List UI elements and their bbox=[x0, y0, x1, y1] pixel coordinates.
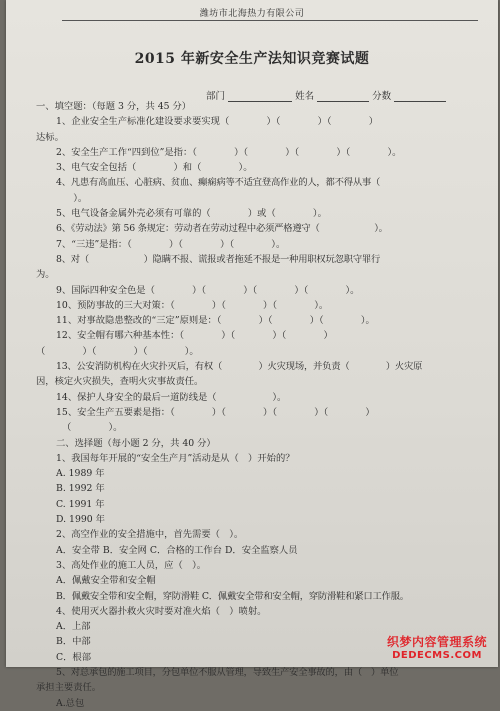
question-line: 3、高处作业的施工人员，应（ ）。 bbox=[56, 559, 207, 571]
question-line: 5、对总承包的施工项目，分包单位不服从管理，导致生产安全事故的，由（ ）单位 bbox=[56, 666, 399, 678]
question-line: （ ）。 bbox=[62, 422, 123, 434]
question-line: 7、“三违”是指：（ ）（ ）（ ）。 bbox=[56, 238, 286, 250]
question-line: 6、《劳动法》第 56 条规定：劳动者在劳动过程中必须严格遵守（ ）。 bbox=[56, 223, 388, 235]
question-line: 承担主要责任。 bbox=[36, 682, 102, 694]
question-line: 12、安全帽有哪六种基本性：（ ）（ ）（ ） bbox=[56, 330, 333, 342]
section-heading-fill: 一、填空题：（每题 3 分，共 45 分） bbox=[36, 101, 192, 112]
page-title: 2015 年新安全生产法知识竞赛试题 bbox=[134, 51, 370, 67]
question-line: 3、电气安全包括（ ）和（ ）。 bbox=[56, 162, 253, 174]
question-line: 2、高空作业的安全措施中，首先需要（ ）。 bbox=[56, 529, 244, 541]
answer-option: B．佩戴安全带和安全帽，穿防滑鞋 C．佩戴安全带和安全帽，穿防滑鞋和紧口工作服。 bbox=[56, 590, 409, 602]
question-line: 4、凡患有高血压、心脏病、贫血、癫痫病等不适宜登高作业的人，都不得从事（ bbox=[56, 177, 399, 189]
question-line: 8、对（ ）隐瞒不报、谎报或者拖延不报是一种用职权玩忽职守罪行 bbox=[56, 253, 381, 265]
question-line: 因，核定火灾损失，查明火灾事故责任。 bbox=[36, 376, 204, 388]
score-label: 分数 bbox=[372, 91, 392, 102]
question-line: 5、电气设备金属外壳必须有可靠的（ ）或（ ）。 bbox=[56, 208, 327, 220]
question-line: 1、企业安全生产标准化建设要求要实现（ ）（ ）（ ） bbox=[56, 116, 379, 128]
question-line: 达标。 bbox=[36, 131, 64, 143]
question-line: 11、对事故隐患整改的“三定”原则是：（ ）（ ）（ ）。 bbox=[56, 315, 375, 327]
question-line: （ ）（ ）（ ）。 bbox=[36, 345, 199, 357]
answer-option: C. 1991 年 bbox=[56, 498, 105, 510]
question-line: 15、安全生产五要素是指：（ ）（ ）（ ）（ ） bbox=[56, 406, 375, 418]
answer-option: A．佩戴安全带和安全帽 bbox=[56, 575, 156, 587]
header-rule bbox=[62, 20, 478, 21]
question-line: 9、国际四种安全色是（ ）（ ）（ ）（ ）。 bbox=[56, 284, 360, 296]
question-line: 1、我国每年开展的“安全生产月”活动是从（ ）开始的？ bbox=[56, 452, 295, 464]
section-heading-choice: 二、选择题（每小题 2 分，共 40 分） bbox=[56, 437, 216, 449]
watermark-cn: 织梦内容管理系统 bbox=[386, 635, 487, 649]
site-watermark-logo bbox=[378, 635, 496, 665]
dept-label: 部门 bbox=[206, 91, 226, 102]
answer-option: A．安全带 B．安全网 C．合格的工作台 D．安全监察人员 bbox=[56, 544, 298, 556]
answer-option: B．中部 bbox=[56, 636, 91, 648]
name-label: 姓名 bbox=[295, 91, 315, 102]
answer-option: A.总包 bbox=[56, 697, 85, 709]
answer-option: C．根部 bbox=[56, 651, 92, 663]
question-line: 10、预防事故的三大对策：（ ）（ ）（ ）。 bbox=[56, 299, 329, 311]
question-line: ）。 bbox=[36, 192, 88, 204]
company-name: 潍坊市北海热力有限公司 bbox=[199, 9, 305, 19]
question-line: 2、安全生产工作“四到位”是指：（ ）（ ）（ ）（ ）。 bbox=[56, 146, 402, 158]
question-line: 4、使用灭火器扑救火灾时要对准火焰（ ）喷射。 bbox=[56, 605, 267, 617]
question-body bbox=[36, 99, 491, 711]
answer-option: B. 1992 年 bbox=[56, 483, 105, 495]
question-line: 14、保护人身安全的最后一道防线是（ ）。 bbox=[56, 391, 287, 403]
answer-option: A. 1989 年 bbox=[56, 468, 105, 480]
watermark-en: DEDECMS.COM bbox=[392, 650, 482, 661]
question-line: 为。 bbox=[36, 269, 55, 281]
question-line: 13、公安消防机构在火灾扑灭后，有权（ ）火灾现场，并负责（ ）火灾原 bbox=[56, 361, 423, 373]
answer-option: A．上部 bbox=[56, 621, 91, 633]
answer-option: D. 1990 年 bbox=[56, 514, 105, 526]
exam-paper bbox=[6, 0, 498, 709]
